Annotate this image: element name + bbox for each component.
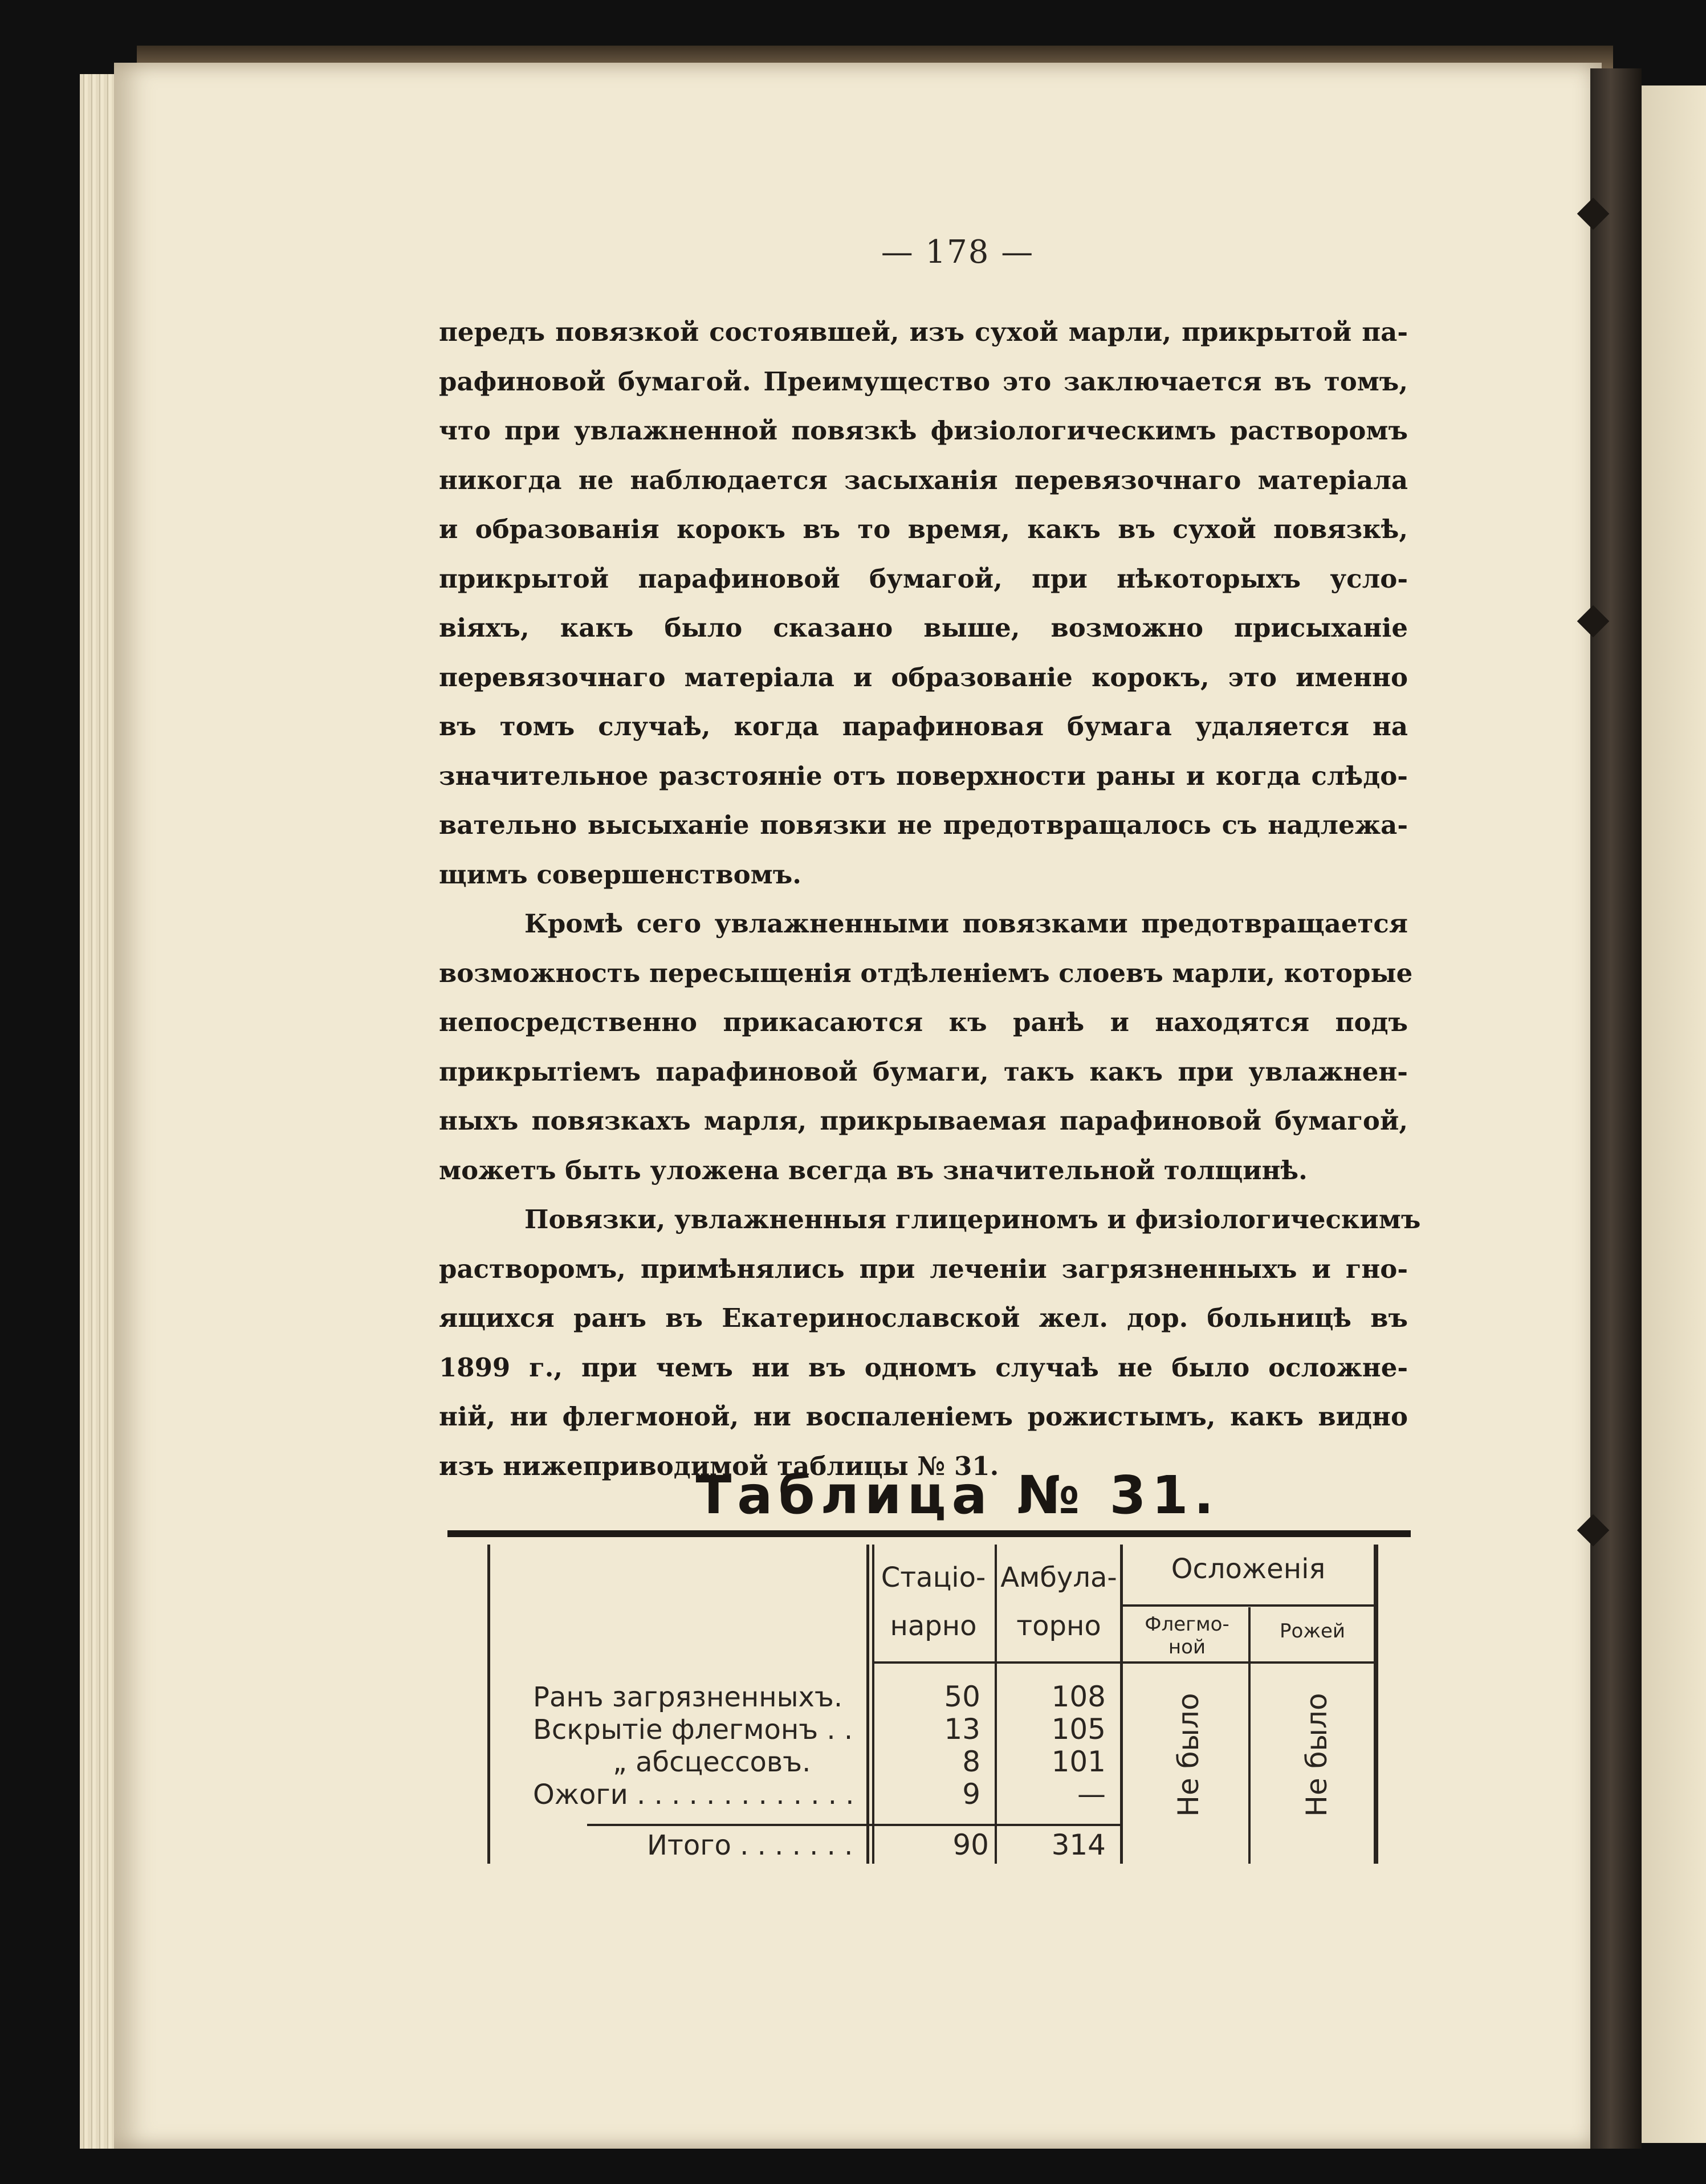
- header-stationary-line2: нарно: [890, 1610, 977, 1642]
- header-erysipelas: Рожей: [1280, 1620, 1345, 1643]
- header-stationary-line1: Стацiо-: [881, 1562, 986, 1594]
- text-line: что при увлажненной повязкѣ физiологическимъ растворомъ: [439, 415, 1408, 446]
- text-line: 1899 г., при чемъ ни въ одномъ случаѣ не было осложне-: [439, 1352, 1408, 1383]
- row-label: „ абсцессовъ.: [613, 1746, 811, 1778]
- cell-ambulatory: —: [1077, 1778, 1106, 1811]
- text-line: вательно высыханiе повязки не предотвращалось съ надлежа-: [439, 810, 1408, 840]
- header-phlegmon-line1: Флегмо-: [1145, 1613, 1229, 1636]
- text-line: и образованiя корокъ въ то время, какъ въ сухой повязкѣ,: [439, 514, 1408, 544]
- text-line: рафиновой бумагой. Преимущество это заключается въ томъ,: [439, 366, 1408, 397]
- body-text: [439, 308, 1421, 1491]
- page-number: — 178 —: [881, 234, 1035, 271]
- header-ambulatory-line2: торно: [1016, 1610, 1101, 1642]
- erysipelas-none: Не было: [1300, 1693, 1333, 1817]
- row-label: Вскрытiе флегмонъ . .: [533, 1714, 853, 1746]
- table-rule: [587, 1824, 1123, 1826]
- text-line: щимъ совершенствомъ.: [439, 859, 801, 890]
- cell-stationary: 9: [962, 1778, 980, 1811]
- book-spine: [1590, 68, 1642, 2149]
- paragraph-1: [439, 308, 1408, 899]
- cell-ambulatory: 108: [1051, 1680, 1106, 1713]
- text-line: растворомъ, примѣнялись при леченiи загрязненныхъ и гно-: [439, 1253, 1408, 1284]
- cell-stationary: 8: [962, 1745, 980, 1778]
- text-line: ныхъ повязкахъ марля, прикрываемая парафиновой бумагой,: [439, 1106, 1408, 1136]
- table-rule: [995, 1545, 997, 1864]
- table-rule: [866, 1545, 869, 1864]
- paragraph-2: [439, 899, 1413, 1195]
- table-rule: [1123, 1604, 1374, 1607]
- text-line: изъ нижеприводимой таблицы № 31.: [439, 1450, 999, 1481]
- text-line: непосредственно прикасаются къ ранѣ и находятся подъ: [439, 1007, 1408, 1037]
- cell-ambulatory: 101: [1051, 1745, 1106, 1778]
- table-rule: [872, 1661, 1374, 1664]
- total-label: Итого . . . . . . .: [647, 1829, 853, 1861]
- text-line: въ томъ случаѣ, когда парафиновая бумага удаляется на: [439, 711, 1408, 741]
- text-line: вiяхъ, какъ было сказано выше, возможно присыханiе: [439, 613, 1408, 643]
- total-ambulatory: 314: [1051, 1828, 1106, 1861]
- paragraph-3: [439, 1195, 1421, 1491]
- text-line: ящихся ранъ въ Екатеринославской жел. дор. больницѣ въ: [439, 1303, 1408, 1333]
- phlegmon-none: Не было: [1172, 1693, 1205, 1817]
- table-rule: [1374, 1545, 1378, 1864]
- text-line: прикрытiемъ парафиновой бумаги, такъ какъ при увлажнен-: [439, 1056, 1408, 1087]
- table-rule: [487, 1545, 490, 1864]
- header-complications: Осложенiя: [1171, 1553, 1326, 1585]
- row-label: Ранъ загрязненныхъ.: [533, 1681, 843, 1713]
- total-stationary: 90: [952, 1828, 989, 1861]
- text-line: никогда не наблюдается засыханiя перевязочнаго матерiала: [439, 464, 1408, 495]
- table-top-rule: [447, 1530, 1411, 1537]
- text-line: Кромѣ сего увлажненными повязками предотвращается: [524, 908, 1408, 939]
- cell-stationary: 13: [944, 1713, 980, 1746]
- cell-stationary: 50: [944, 1680, 980, 1713]
- text-line: Повязки, увлажненныя глицериномъ и физiологическимъ: [524, 1204, 1421, 1234]
- table-rule: [1120, 1545, 1123, 1864]
- table-title: Таблица № 31.: [695, 1465, 1220, 1526]
- text-line: передъ повязкой состоявшей, изъ сухой марли, прикрытой па-: [439, 317, 1408, 347]
- text-line: нiй, ни флегмоной, ни воспаленiемъ рожистымъ, какъ видно: [439, 1401, 1408, 1432]
- header-phlegmon-line2: ной: [1168, 1636, 1206, 1659]
- cell-ambulatory: 105: [1051, 1713, 1106, 1746]
- table-rule: [1248, 1607, 1251, 1864]
- row-label: Ожоги . . . . . . . . . . . . .: [533, 1779, 854, 1811]
- text-line: прикрытой парафиновой бумагой, при нѣкоторыхъ усло-: [439, 563, 1408, 594]
- text-line: значительное разстоянiе отъ поверхности раны и когда слѣдо-: [439, 760, 1408, 791]
- text-line: возможность пересыщенiя отдѣленiемъ слоевъ марли, которые: [439, 957, 1413, 988]
- text-line: перевязочнаго матерiала и образованiе корокъ, это именно: [439, 662, 1408, 692]
- text-line: можетъ быть уложена всегда въ значительной толщинѣ.: [439, 1155, 1308, 1185]
- header-ambulatory-line1: Амбула-: [1000, 1562, 1117, 1594]
